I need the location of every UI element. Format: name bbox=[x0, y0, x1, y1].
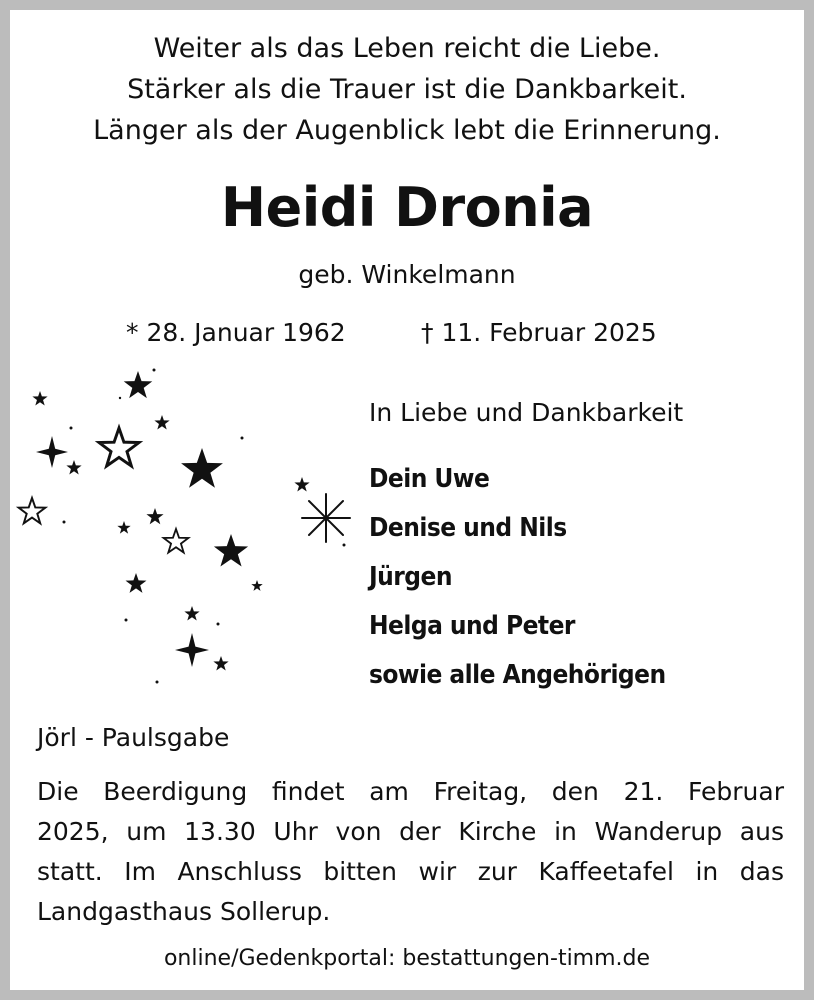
notice-line: Landgasthaus Sollerup. bbox=[37, 897, 331, 926]
mourner-name: Jürgen bbox=[369, 562, 452, 592]
funeral-notice bbox=[37, 772, 784, 932]
stars-decoration bbox=[10, 362, 355, 692]
memorial-portal-link: online/Gedenkportal: bestattungen-timm.de bbox=[163, 946, 651, 971]
poem-line: Stärker als die Trauer ist die Dankbarkeit. bbox=[127, 74, 687, 105]
birth-date: * 28. Januar 1962 bbox=[126, 318, 346, 347]
poem-line: Länger als der Augenblick lebt die Erinnerung. bbox=[93, 115, 721, 146]
notice-line: statt. Im Anschluss bitten wir zur Kaffeetafel in das bbox=[37, 857, 784, 886]
place-of-residence: Jörl - Paulsgabe bbox=[37, 723, 230, 752]
death-date: † 11. Februar 2025 bbox=[421, 318, 657, 347]
deceased-name: Heidi Dronia bbox=[220, 176, 594, 239]
mourners-intro: In Liebe und Dankbarkeit bbox=[369, 398, 684, 427]
maiden-name: geb. Winkelmann bbox=[298, 260, 516, 289]
mourner-name: Denise und Nils bbox=[369, 513, 567, 543]
mourner-name: Dein Uwe bbox=[369, 464, 490, 494]
notice-line: Die Beerdigung findet am Freitag, den 21. Februar bbox=[37, 777, 784, 806]
memorial-poem bbox=[0, 28, 814, 151]
poem-line: Weiter als das Leben reicht die Liebe. bbox=[153, 33, 661, 64]
mourner-name: sowie alle Angehörigen bbox=[369, 660, 666, 690]
mourners-list bbox=[369, 455, 699, 700]
mourner-name: Helga und Peter bbox=[369, 611, 575, 641]
notice-line: 2025, um 13.30 Uhr von der Kirche in Wanderup aus bbox=[37, 817, 784, 846]
